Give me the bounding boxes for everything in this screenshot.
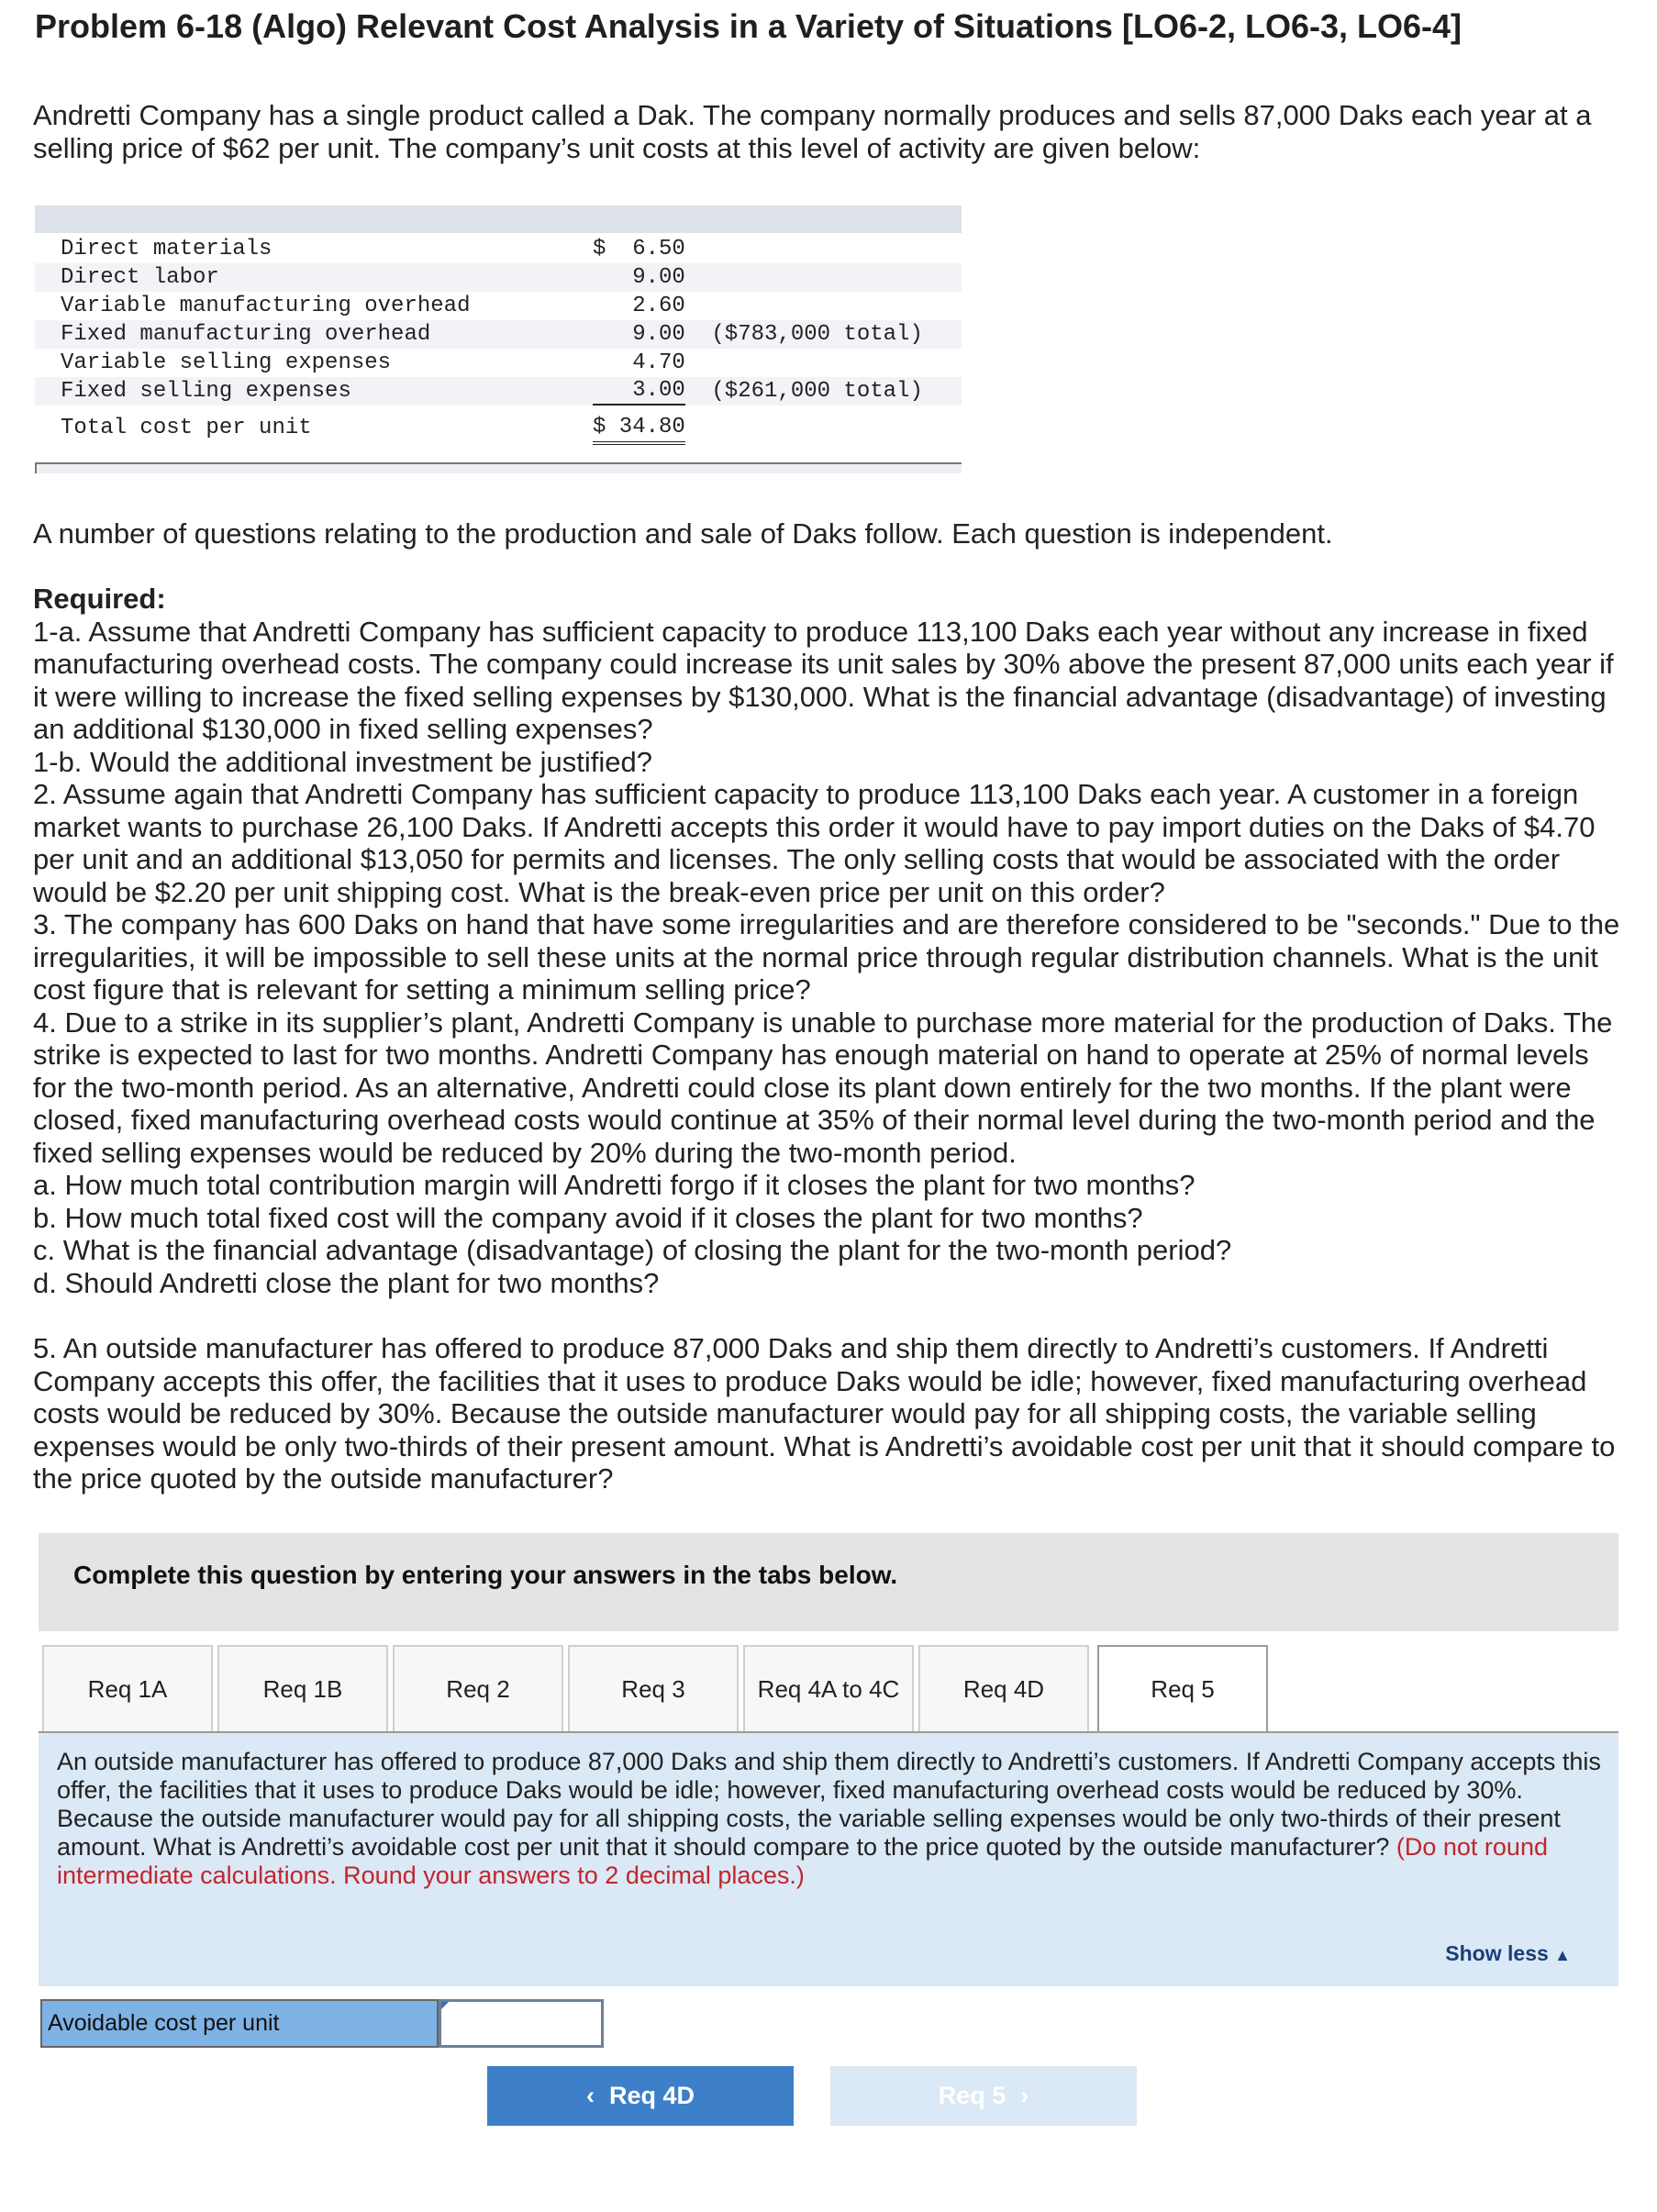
requirement-item: 3. The company has 600 Daks on hand that have some irregularities and are therefore considered to be "seconds." Due to the irregularities, it will be impossible to sell these units at the normal price through regular distribution channels. What is the unit cost figure that is relevant for setting a minimum selling price? <box>33 908 1620 1006</box>
tab-req-1b[interactable]: Req 1B <box>217 1645 388 1733</box>
page-title: Problem 6-18 (Algo) Relevant Cost Analysis in a Variety of Situations [LO6-2, LO6-3, LO6-4] <box>35 7 1462 45</box>
table-row <box>35 377 962 406</box>
row-amount: 2.60 <box>593 294 685 318</box>
requirement-item: d. Should Andretti close the plant for two months? <box>33 1266 660 1299</box>
intro-text: Andretti Company has a single product called a Dak. The company normally produces and sells 87,000 Daks each year at a selling price of $62 per unit. The company’s unit costs at this level of activity are given below: <box>33 99 1592 164</box>
show-less-link[interactable] <box>1445 1941 1571 1966</box>
requirement-item: 1-a. Assume that Andretti Company has sufficient capacity to produce 113,100 Daks each year without any increase in fixed manufacturing overhead costs. The company could increase its unit sales by 30% above the present 87,000 units each year if it were willing to increase the fixed selling expenses by $130,000. What is the financial advantage (disadvantage) of investing an additional $130,000 in fixed selling expenses? <box>33 615 1614 745</box>
requirement-item: 2. Assume again that Andretti Company has sufficient capacity to produce 113,100 Daks each year. A customer in a foreign market wants to purchase 26,100 Daks. If Andretti accepts this order it would have to pay import duties on the Daks of $4.70 per unit and an additional $13,050 for permits and licenses. The only selling costs that would be associated with the order would be $2.20 per unit shipping cost. What is the break-even price per unit on this order? <box>33 778 1596 908</box>
prev-req-label: Req 4D <box>608 2082 695 2109</box>
tab-req-4a-to-4c[interactable]: Req 4A to 4C <box>743 1645 914 1733</box>
row-label: Fixed manufacturing overhead <box>61 322 431 347</box>
row-amount: 9.00 <box>593 322 685 347</box>
tab-req-5[interactable]: Req 5 <box>1097 1645 1268 1733</box>
row-label: Direct materials <box>61 237 272 261</box>
row-label: Variable manufacturing overhead <box>61 294 471 318</box>
table-header-bar <box>35 206 962 233</box>
tab-req-4d[interactable]: Req 4D <box>918 1645 1089 1733</box>
chevron-right-icon: › <box>1020 2082 1029 2109</box>
row-label: Fixed selling expenses <box>61 379 351 404</box>
panel-question <box>57 1748 1607 1890</box>
answer-label: Avoidable cost per unit <box>40 1999 439 2048</box>
complete-prompt-box <box>39 1533 1618 1631</box>
table-row <box>35 292 962 320</box>
row-note: ($261,000 total) <box>698 379 923 404</box>
requirement-5-text: 5. An outside manufacturer has offered to produce 87,000 Daks and ship them directly to Andretti’s customers. If Andretti Company accepts this offer, the facilities that it uses to produce Daks would be idle; however, fixed manufacturing overhead costs would be reduced by 30%. Because the outside manufacturer would pay for all shipping costs, the variable selling expenses would be only two-thirds of their present amount. What is Andretti’s avoidable cost per unit that it should compare to the price quoted by the outside manufacturer? <box>33 1332 1616 1495</box>
requirement-item: a. How much total contribution margin will Andretti forgo if it closes the plant for two months? <box>33 1169 1195 1201</box>
next-req-label: Req 5 <box>938 2082 1006 2109</box>
input-corner-marker-icon <box>441 2002 449 2009</box>
panel-instruction: (Do not round intermediate calculations. Round your answers to 2 decimal places.) <box>57 1833 1548 1889</box>
row-amount: $ 6.50 <box>593 237 685 261</box>
row-note: ($783,000 total) <box>698 322 923 347</box>
row-label: Direct labor <box>61 265 219 290</box>
requirement-item: b. How much total fixed cost will the company avoid if it closes the plant for two months? <box>33 1201 1143 1234</box>
complete-prompt-text: Complete this question by entering your answers in the tabs below. <box>73 1561 898 1589</box>
prev-req-button[interactable] <box>487 2066 794 2126</box>
chevron-left-icon: ‹ <box>585 2082 595 2109</box>
requirements-block <box>33 583 1629 1299</box>
table-row <box>35 235 962 263</box>
row-amount: 4.70 <box>593 350 685 375</box>
tab-panel <box>39 1731 1618 1986</box>
unit-cost-table <box>35 206 962 475</box>
next-req-button[interactable] <box>830 2066 1137 2126</box>
table-row <box>35 349 962 377</box>
avoidable-cost-input[interactable] <box>439 1999 604 2048</box>
row-amount: 3.00 <box>593 377 685 406</box>
show-less-label: Show less <box>1445 1941 1549 1965</box>
requirement-item: c. What is the financial advantage (disadvantage) of closing the plant for the two-month period? <box>33 1234 1232 1266</box>
required-heading: Required: <box>33 583 166 615</box>
table-total-row <box>35 414 962 442</box>
table-row <box>35 263 962 292</box>
table-row <box>35 320 962 349</box>
panel-question-text: An outside manufacturer has offered to produce 87,000 Daks and ship them directly to Andretti’s customers. If Andretti Company accepts this offer, the facilities that it uses to produce Daks would be idle; however, fixed manufacturing overhead costs would be reduced by 30%. Because the outside manufacturer would pay for all shipping costs, the variable selling expenses would be only two-thirds of their present amount. What is Andretti’s avoidable cost per unit that it should compare to the price quoted by the outside manufacturer? <box>57 1748 1601 1861</box>
lead-text: A number of questions relating to the production and sale of Daks follow. Each question is independent. <box>33 517 1333 550</box>
requirement-item: 1-b. Would the additional investment be justified? <box>33 745 652 778</box>
tab-req-1a[interactable]: Req 1A <box>42 1645 213 1733</box>
row-amount: 9.00 <box>593 265 685 290</box>
table-footer-bar <box>35 462 962 473</box>
tab-req-3[interactable]: Req 3 <box>568 1645 739 1733</box>
total-label: Total cost per unit <box>61 416 312 440</box>
triangle-up-icon: ▲ <box>1554 1946 1571 1964</box>
requirement-item: 4. Due to a strike in its supplier’s plant, Andretti Company is unable to purchase more material for the production of Daks. The strike is expected to last for two months. Andretti Company has enough material on hand to operate at 25% of normal levels for the two-month period. As an alternative, Andretti could close its plant down entirely for the two months. If the plant were closed, fixed manufacturing overhead costs would continue at 35% of their normal level during the two-month period and the fixed selling expenses would be reduced by 20% during the two-month period. <box>33 1006 1613 1169</box>
row-label: Variable selling expenses <box>61 350 392 375</box>
total-amount: $ 34.80 <box>593 414 685 445</box>
tab-req-2[interactable]: Req 2 <box>393 1645 563 1733</box>
